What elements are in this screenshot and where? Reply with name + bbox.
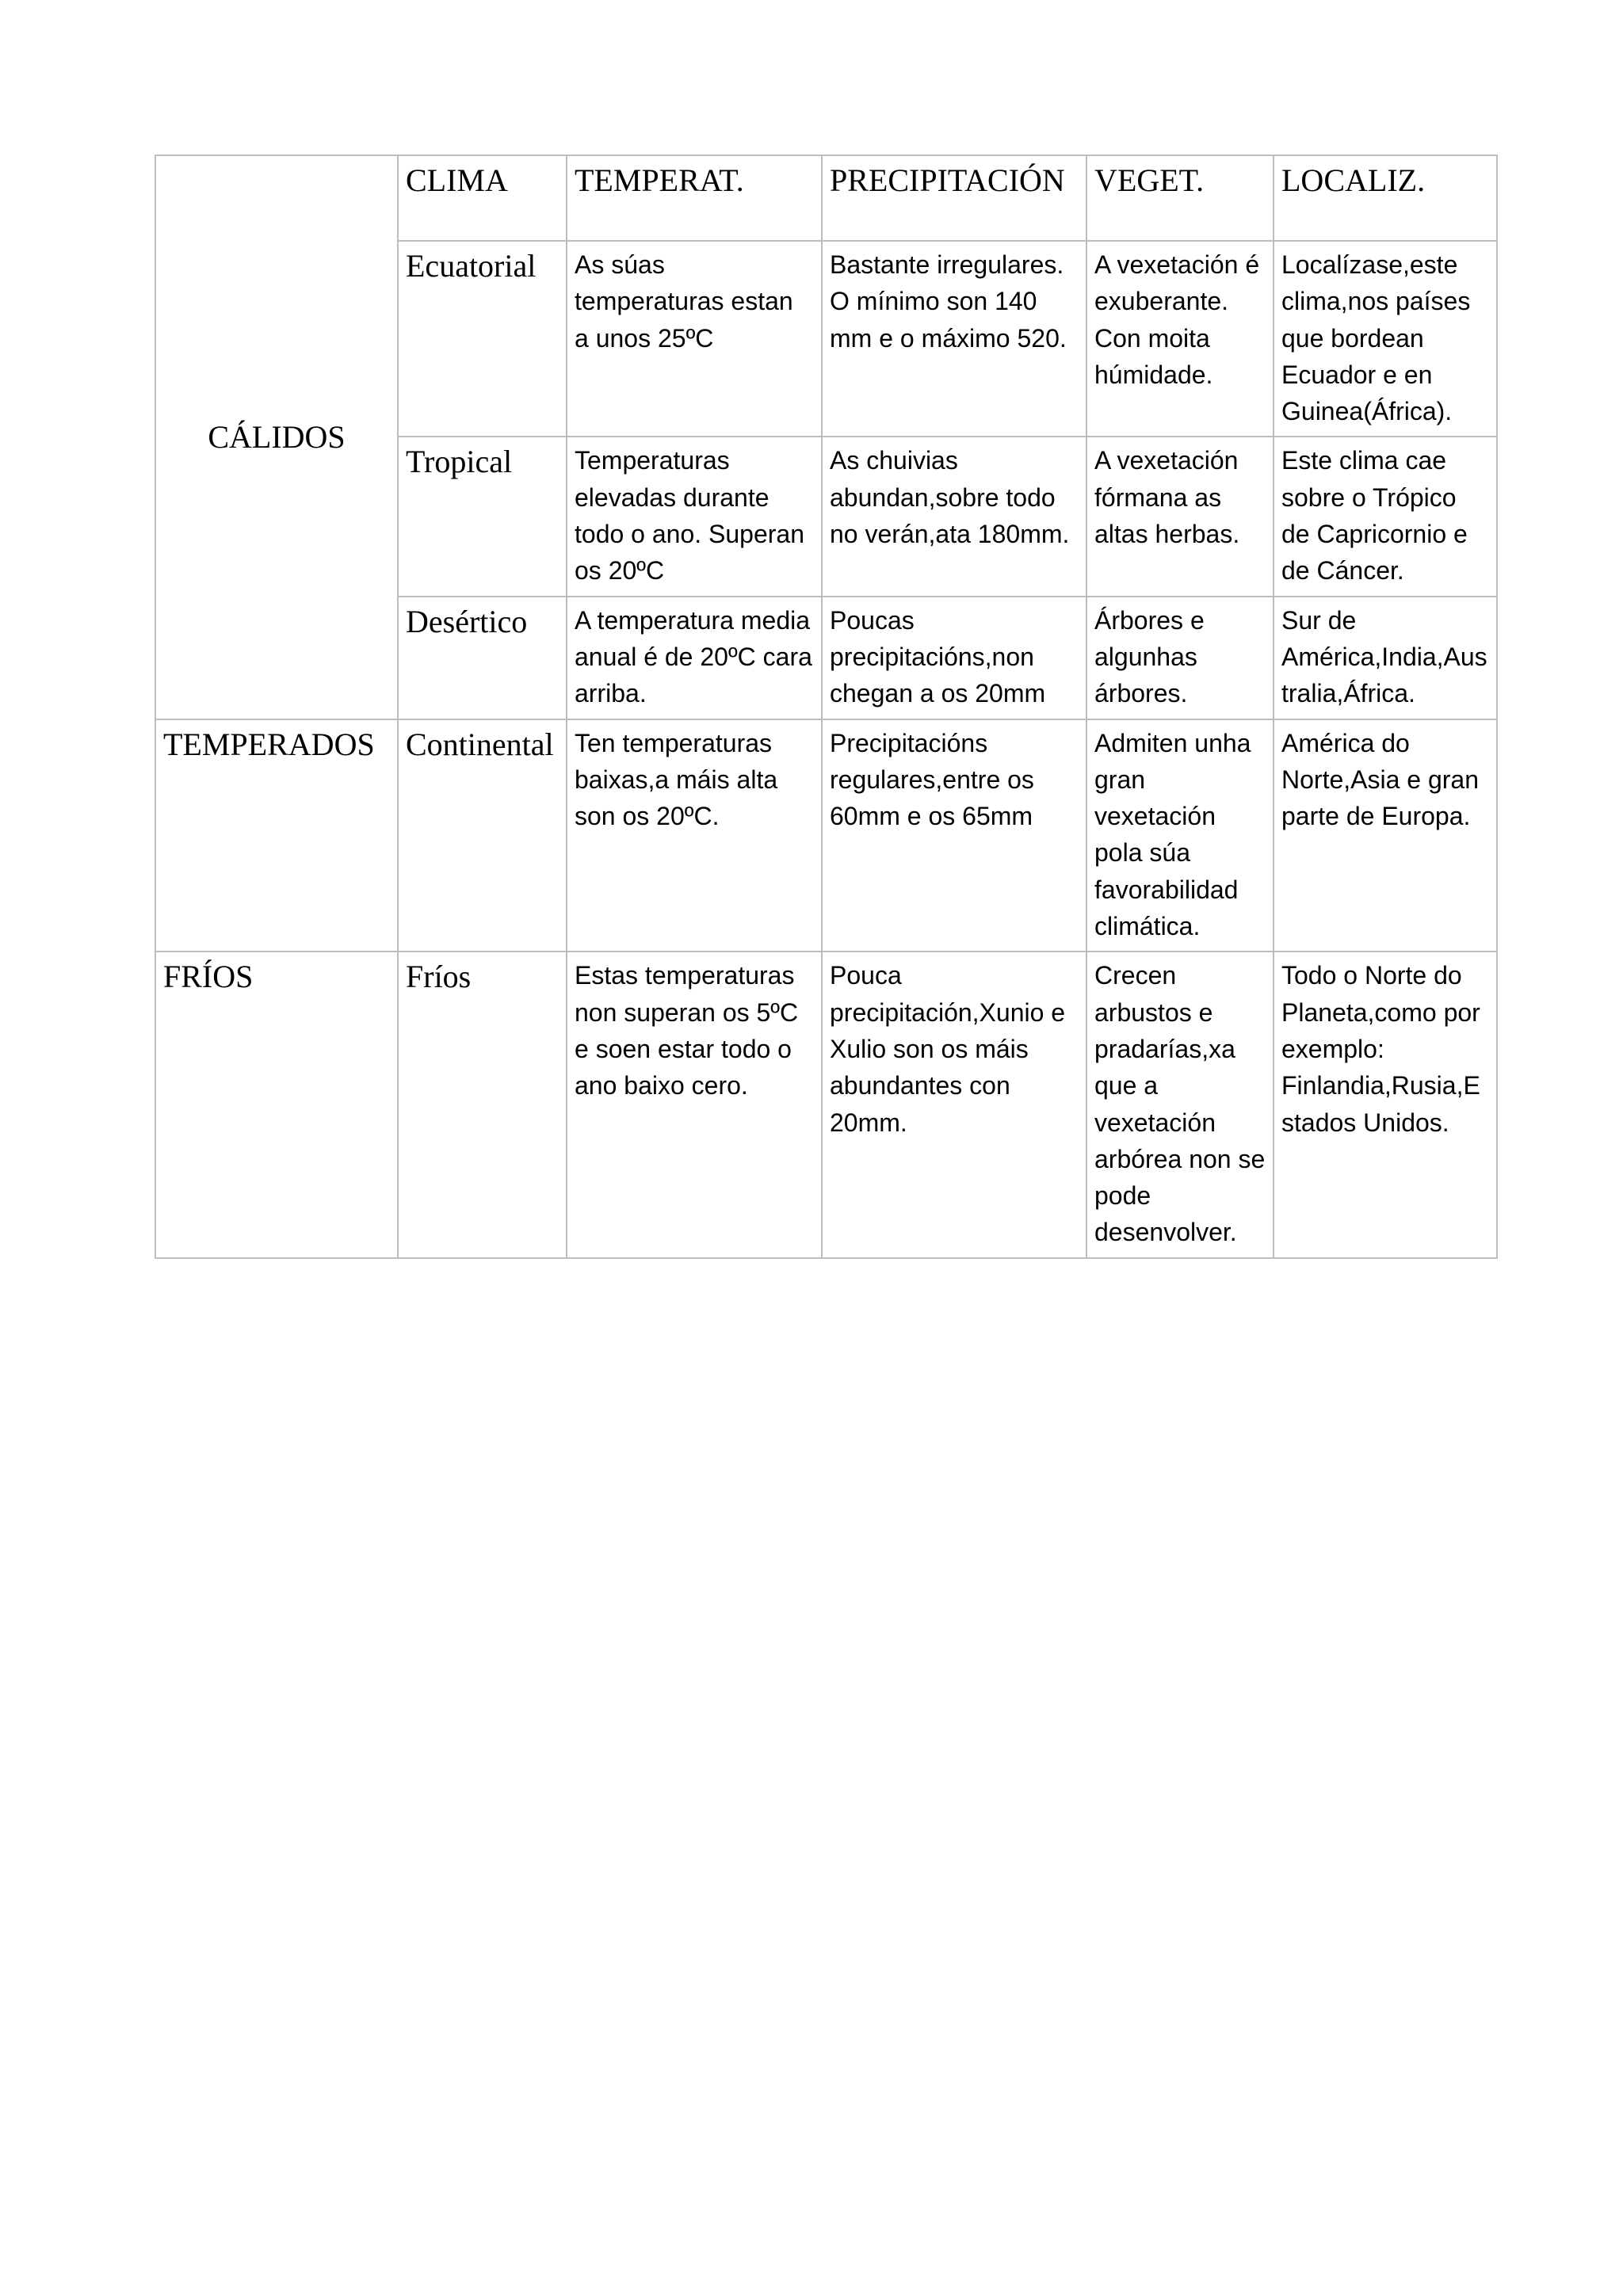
group-label-temperados: TEMPERADOS xyxy=(155,719,398,952)
veget-cell: Crecen arbustos e pradarías,xa que a vexetación arbórea non se pode desenvolver. xyxy=(1086,952,1274,1257)
localiz-cell: Sur de América,India,Australia,África. xyxy=(1274,597,1497,719)
group-label-calidos: CÁLIDOS xyxy=(155,155,398,719)
header-temperat: TEMPERAT. xyxy=(567,155,822,241)
table-row xyxy=(155,952,1497,1257)
precipitacion-cell: Pouca precipitación,Xunio e Xulio son os máis abundantes con 20mm. xyxy=(822,952,1086,1257)
localiz-cell: Localízase,este clima,nos países que bordean Ecuador e en Guinea(África). xyxy=(1274,241,1497,437)
temperat-cell: Ten temperaturas baixas,a máis alta son os 20ºC. xyxy=(567,719,822,952)
header-clima: CLIMA xyxy=(398,155,567,241)
localiz-cell: Todo o Norte do Planeta,como por exemplo: Finlandia,Rusia,Estados Unidos. xyxy=(1274,952,1497,1257)
header-localiz: LOCALIZ. xyxy=(1274,155,1497,241)
precipitacion-cell: Poucas precipitacións,non chegan a os 20mm xyxy=(822,597,1086,719)
table-row xyxy=(155,719,1497,952)
veget-cell: Árbores e algunhas árbores. xyxy=(1086,597,1274,719)
precipitacion-cell: As chuivias abundan,sobre todo no verán,ata 180mm. xyxy=(822,437,1086,596)
clima-cell: Desértico xyxy=(398,597,567,719)
clima-cell: Ecuatorial xyxy=(398,241,567,437)
precipitacion-cell: Precipitacións regulares,entre os 60mm e os 65mm xyxy=(822,719,1086,952)
clima-cell: Tropical xyxy=(398,437,567,596)
precipitacion-cell: Bastante irregulares. O mínimo son 140 mm e o máximo 520. xyxy=(822,241,1086,437)
group-label-frios: FRÍOS xyxy=(155,952,398,1257)
temperat-cell: A temperatura media anual é de 20ºC cara arriba. xyxy=(567,597,822,719)
header-veget: VEGET. xyxy=(1086,155,1274,241)
climate-table xyxy=(155,154,1498,1259)
veget-cell: Admiten unha gran vexetación pola súa favorabilidad climática. xyxy=(1086,719,1274,952)
temperat-cell: Temperaturas elevadas durante todo o ano. Superan os 20ºC xyxy=(567,437,822,596)
temperat-cell: Estas temperaturas non superan os 5ºC e soen estar todo o ano baixo cero. xyxy=(567,952,822,1257)
localiz-cell: Este clima cae sobre o Trópico de Capricornio e de Cáncer. xyxy=(1274,437,1497,596)
header-precipitacion: PRECIPITACIÓN xyxy=(822,155,1086,241)
temperat-cell: As súas temperaturas estan a unos 25ºC xyxy=(567,241,822,437)
veget-cell: A vexetación é exuberante. Con moita húmidade. xyxy=(1086,241,1274,437)
localiz-cell: América do Norte,Asia e gran parte de Europa. xyxy=(1274,719,1497,952)
clima-cell: Continental xyxy=(398,719,567,952)
table-header-row xyxy=(155,155,1497,241)
clima-cell: Fríos xyxy=(398,952,567,1257)
veget-cell: A vexetación fórmana as altas herbas. xyxy=(1086,437,1274,596)
